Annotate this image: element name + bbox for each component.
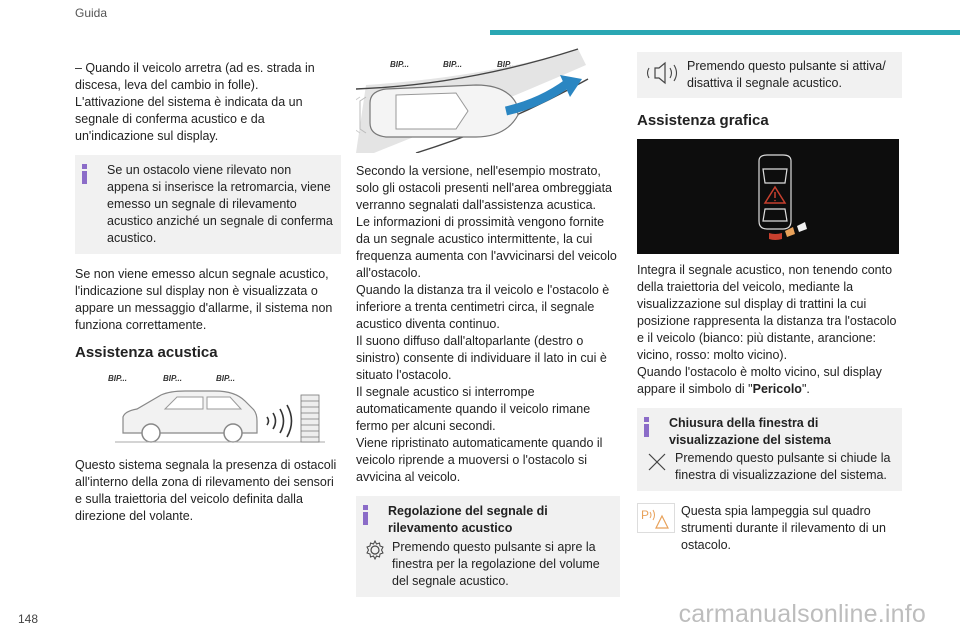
paragraph: Le informazioni di prossimità vengono fornite da un segnale acustico intermittente, la cui frequenza aumenta con l'avvicinarsi del veicolo all'ostacolo. <box>356 215 617 280</box>
warning-lamp-row <box>637 503 902 554</box>
paragraph: Secondo la versione, nell'esempio mostrato, solo gli ostacoli presenti nell'area ombreggiata verranno segnalati dall'assistenza acustica. <box>356 164 613 212</box>
danger-term: Pericolo <box>752 382 802 396</box>
paragraph: Quando la distanza tra il veicolo e l'ostacolo è inferiore a trenta centimetri circa, il segnale acustico diventa continuo. <box>356 283 610 331</box>
header-accent-bar <box>490 30 960 35</box>
section-heading: Assistenza grafica <box>637 112 769 129</box>
car-top-icon <box>356 85 518 137</box>
paragraph: Il segnale acustico si interrompe automaticamente quando il veicolo rimane fermo per alcuni secondi. <box>356 385 591 433</box>
svg-text:P: P <box>641 508 650 522</box>
sound-toggle-note <box>637 52 902 98</box>
bip-label: BIP... <box>443 60 462 69</box>
info-icon <box>644 417 649 437</box>
section-title: Guida <box>75 6 108 20</box>
paragraph: Integra il segnale acustico, non tenendo conto della traiettoria del veicolo, mediante la visualizzazione sul display di trattini la cui posizione rappresenta la distanza tra l'ostacolo e il veicolo (bianco: più distante, arancione: vicino, rosso: molto vicino). <box>637 263 897 362</box>
sound-wave-icon <box>267 405 292 437</box>
bip-label: BIP... <box>108 374 127 383</box>
info-icon <box>363 505 368 525</box>
note-title: Chiusura della finestra di visualizzazione del sistema <box>669 416 831 447</box>
display-graphic-illustration <box>637 139 899 254</box>
paragraph: L'attivazione del sistema è indicata da un segnale di conferma acustico e da un'indicazione sul display. <box>75 95 303 143</box>
info-icon <box>82 164 87 184</box>
lamp-text: Questa spia lampeggia sul quadro strumenti durante il rilevamento di un ostacolo. <box>681 504 886 552</box>
note-title: Regolazione del segnale di rilevamento acustico <box>388 504 548 535</box>
column-1 <box>75 60 341 535</box>
paragraph: Viene ripristinato automaticamente quando il veicolo riprende a muoversi o l'ostacolo si avvicina al veicolo. <box>356 436 603 484</box>
paragraph: Quando l'ostacolo è molto vicino, sul display appare il simbolo di "Pericolo". <box>637 365 882 396</box>
paragraph: Questo sistema segnala la presenza di ostacoli all'interno della zona di rilevamento dei sensori e sulla traiettoria del veicolo definita dalla direzione del volante. <box>75 458 337 523</box>
column-2 <box>356 45 620 609</box>
bip-label: BIP... <box>390 60 409 69</box>
note-text: Premendo questo pulsante si chiude la finestra di visualizzazione del sistema. <box>675 451 891 482</box>
column-3 <box>637 52 902 554</box>
parking-warning-lamp-icon <box>637 503 675 533</box>
wall-obstacle-icon <box>301 395 319 442</box>
section-heading: Assistenza acustica <box>75 344 218 361</box>
paragraph: Se non viene emesso alcun segnale acustico, l'indicazione sul display non è visualizzata o appare un messaggio d'allarme, il sistema non funziona correttamente. <box>75 267 333 332</box>
info-note-volume <box>356 496 620 597</box>
paragraph: Il suono diffuso dall'altoparlante (destro o sinistro) consente di individuare il lato in cui è situato l'ostacolo. <box>356 334 607 382</box>
speaker-icon <box>645 58 681 88</box>
note-text: Premendo questo pulsante si apre la finestra per la regolazione del volume del segnale acustico. <box>392 540 600 588</box>
car-side-icon <box>115 391 325 442</box>
note-text: Premendo questo pulsante si attiva/ disattiva il segnale acustico. <box>687 59 886 90</box>
paragraph: – Quando il veicolo arretra (ad es. strada in discesa, leva del cambio in folle). <box>75 61 315 92</box>
bip-label: BIP... <box>216 374 235 383</box>
parking-sensor-side-illustration <box>75 371 341 447</box>
info-note <box>75 155 341 254</box>
page-number: 148 <box>18 612 39 626</box>
note-text: Se un ostacolo viene rilevato non appena si inserisce la retromarcia, viene emesso un segnale di rilevamento acustico anziché un segnale di conferma acustico. <box>107 163 333 245</box>
close-icon <box>645 450 669 474</box>
watermark: carmanualsonline.info <box>678 600 926 628</box>
bip-label: BIP... <box>497 60 516 69</box>
bip-label: BIP... <box>163 374 182 383</box>
gear-icon <box>364 539 386 561</box>
parking-sensor-top-illustration <box>356 45 620 153</box>
info-note-close <box>637 408 902 491</box>
